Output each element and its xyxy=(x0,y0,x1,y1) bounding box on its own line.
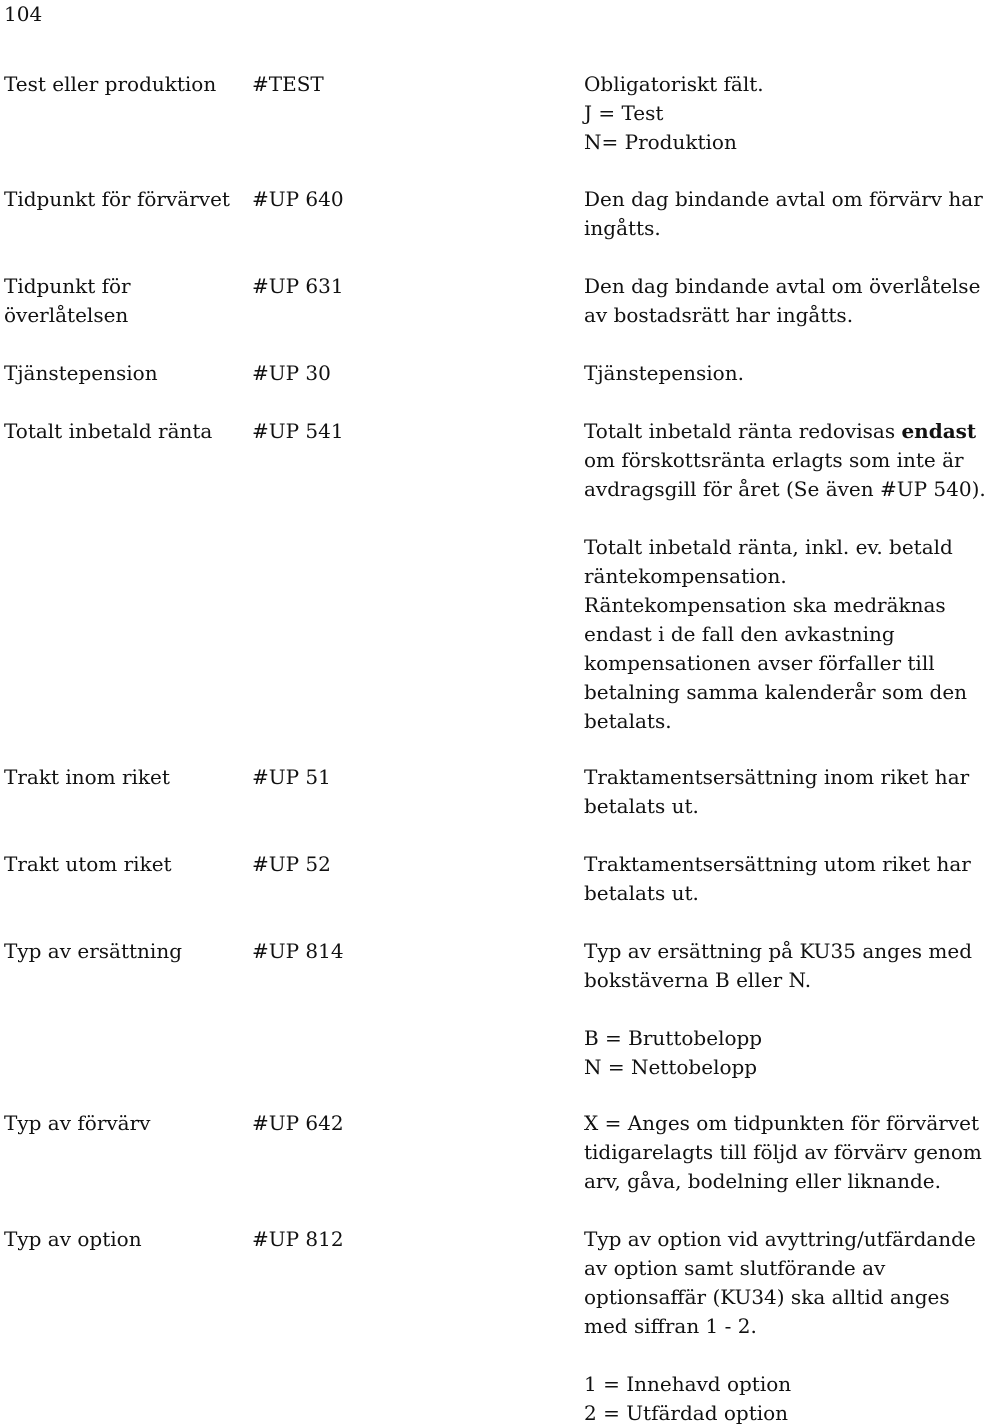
description-line: kompensationen avser förfaller till xyxy=(584,651,935,675)
description-line: N = Nettobelopp xyxy=(584,1055,758,1079)
field-description xyxy=(584,850,971,908)
field-label: Tjänstepension xyxy=(4,361,158,385)
description-text: Totalt inbetald ränta redovisas xyxy=(584,419,902,443)
field-description xyxy=(584,937,972,1082)
field-code: #TEST xyxy=(252,72,324,96)
emphasis-text: endast xyxy=(901,419,977,443)
field-description xyxy=(584,417,986,736)
description-line: av bostadsrätt har ingåtts. xyxy=(584,303,854,327)
description-line: avdragsgill för året (Se även #UP 540). xyxy=(584,477,986,501)
field-code: #UP 814 xyxy=(252,939,344,963)
field-description xyxy=(584,1225,976,1428)
field-description xyxy=(584,185,983,243)
description-line: Tjänstepension. xyxy=(584,361,744,385)
field-code: #UP 642 xyxy=(252,1111,344,1135)
field-description xyxy=(584,272,981,330)
description-line: Totalt inbetald ränta, inkl. ev. betald xyxy=(584,535,953,559)
description-line: ingåtts. xyxy=(584,216,661,240)
description-line: med siffran 1 - 2. xyxy=(584,1314,757,1338)
description-line: Typ av ersättning på KU35 anges med xyxy=(584,939,972,963)
description-line: bokstäverna B eller N. xyxy=(584,968,812,992)
description-line: J = Test xyxy=(584,101,664,125)
field-code: #UP 52 xyxy=(252,852,331,876)
field-label: Typ av ersättning xyxy=(4,939,182,963)
field-label: Typ av option xyxy=(4,1227,142,1251)
field-description xyxy=(584,359,960,388)
field-code: #UP 812 xyxy=(252,1227,344,1251)
field-label: Tidpunkt för överlåtelsen xyxy=(4,274,131,327)
description-line: B = Bruttobelopp xyxy=(584,1026,763,1050)
description-line: tidigarelagts till följd av förvärv genom xyxy=(584,1140,982,1164)
field-code: #UP 541 xyxy=(252,419,344,443)
field-description xyxy=(584,70,960,157)
description-line: Traktamentsersättning utom riket har xyxy=(584,852,971,876)
field-code: #UP 51 xyxy=(252,765,331,789)
description-line: Den dag bindande avtal om överlåtelse xyxy=(584,274,981,298)
description-line: Obligatoriskt fält. xyxy=(584,72,764,96)
field-description xyxy=(584,1109,982,1196)
description-line: arv, gåva, bodelning eller liknande. xyxy=(584,1169,941,1193)
description-line: räntekompensation. xyxy=(584,564,787,588)
description-line: optionsaffär (KU34) ska alltid anges xyxy=(584,1285,950,1309)
description-line: endast i de fall den avkastning xyxy=(584,622,895,646)
description-line xyxy=(584,417,977,446)
description-line: N= Produktion xyxy=(584,130,737,154)
description-line: om förskottsränta erlagts som inte är xyxy=(584,448,964,472)
description-line: betalning samma kalenderår som den xyxy=(584,680,968,704)
description-line: av option samt slutförande av xyxy=(584,1256,886,1280)
description-line: 1 = Innehavd option xyxy=(584,1372,792,1396)
description-line: betalats. xyxy=(584,709,672,733)
page-number: 104 xyxy=(4,2,43,26)
description-line: Den dag bindande avtal om förvärv har xyxy=(584,187,983,211)
description-line: betalats ut. xyxy=(584,881,699,905)
field-label: Tidpunkt för förvärvet xyxy=(4,187,230,211)
field-description xyxy=(584,763,970,821)
description-line: X = Anges om tidpunkten för förvärvet xyxy=(584,1111,980,1135)
description-line: 2 = Utfärdad option xyxy=(584,1401,789,1425)
field-label: Test eller produktion xyxy=(4,72,217,96)
field-label: Trakt inom riket xyxy=(4,765,170,789)
field-label: Typ av förvärv xyxy=(4,1111,151,1135)
field-code: #UP 631 xyxy=(252,274,344,298)
field-code: #UP 640 xyxy=(252,187,344,211)
field-code: #UP 30 xyxy=(252,361,331,385)
description-line: betalats ut. xyxy=(584,794,699,818)
description-line: Typ av option vid avyttring/utfärdande xyxy=(584,1227,976,1251)
description-line: Traktamentsersättning inom riket har xyxy=(584,765,970,789)
description-line: Räntekompensation ska medräknas xyxy=(584,593,946,617)
field-label: Totalt inbetald ränta xyxy=(4,419,213,443)
field-label: Trakt utom riket xyxy=(4,852,172,876)
